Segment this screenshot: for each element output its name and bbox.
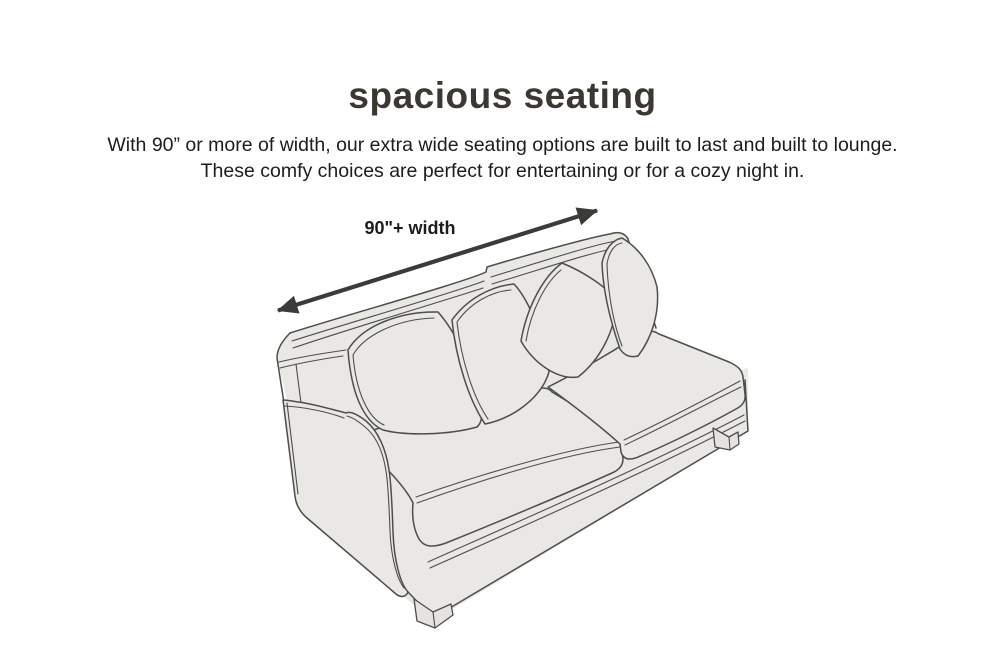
- dimension-label: 90"+ width: [364, 218, 456, 238]
- sofa-line-drawing: [277, 233, 748, 628]
- page-title: spacious seating: [348, 74, 657, 116]
- subtitle-line-1: With 90” or more of width, our extra wide seating options are built to last and built to lounge.: [107, 133, 898, 156]
- subtitle-line-2: These comfy choices are perfect for entertaining or for a cozy night in.: [200, 159, 805, 182]
